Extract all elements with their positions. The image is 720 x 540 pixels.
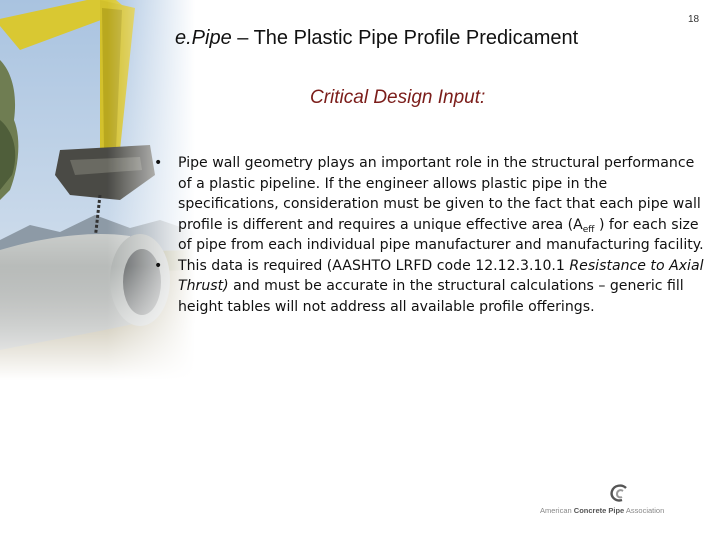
acpa-logo-text — [540, 506, 664, 515]
acpa-logo-icon — [608, 484, 632, 504]
title-text: – The Plastic Pipe Profile Predicament — [231, 27, 579, 49]
slide-subtitle: Critical Design Input: — [310, 87, 486, 108]
bullet-list — [152, 153, 712, 317]
bullet-1-subscript: eff — [582, 224, 595, 235]
bullet-1-text: Pipe wall geometry plays an important role in the structural performance of a plastic pipeline. If the engineer allows plastic pipe in the specifications, consideration must be given to the fact that each pipe wall profile is different and requires a unique effective area (A — [178, 155, 701, 233]
bullet-2-text-end: and must be accurate in the structural calculations – generic fill height tables will not address all available profile offerings. — [178, 278, 684, 315]
acpa-logo — [540, 484, 700, 520]
bullet-marker: • — [154, 155, 163, 171]
bullet-2-text: This data is required (AASHTO LRFD code 12.12.3.10.1 — [178, 257, 570, 274]
title-brand: e.Pipe — [175, 27, 232, 49]
logo-word-american: American — [540, 506, 572, 515]
bullet-2-italic: Resistance to Axial Thrust) — [178, 257, 704, 294]
slide-title — [175, 27, 578, 50]
bullet-1-text-end: ) for each size of pipe from each individual pipe manufacturer and manufacturing facility. — [178, 216, 704, 253]
bullet-item — [152, 256, 712, 318]
bullet-marker: • — [154, 257, 163, 274]
bullet-item — [152, 153, 712, 256]
logo-word-concrete-pipe: Concrete Pipe — [573, 506, 625, 515]
page-number: 18 — [688, 14, 700, 25]
logo-word-association: Association — [625, 506, 665, 515]
